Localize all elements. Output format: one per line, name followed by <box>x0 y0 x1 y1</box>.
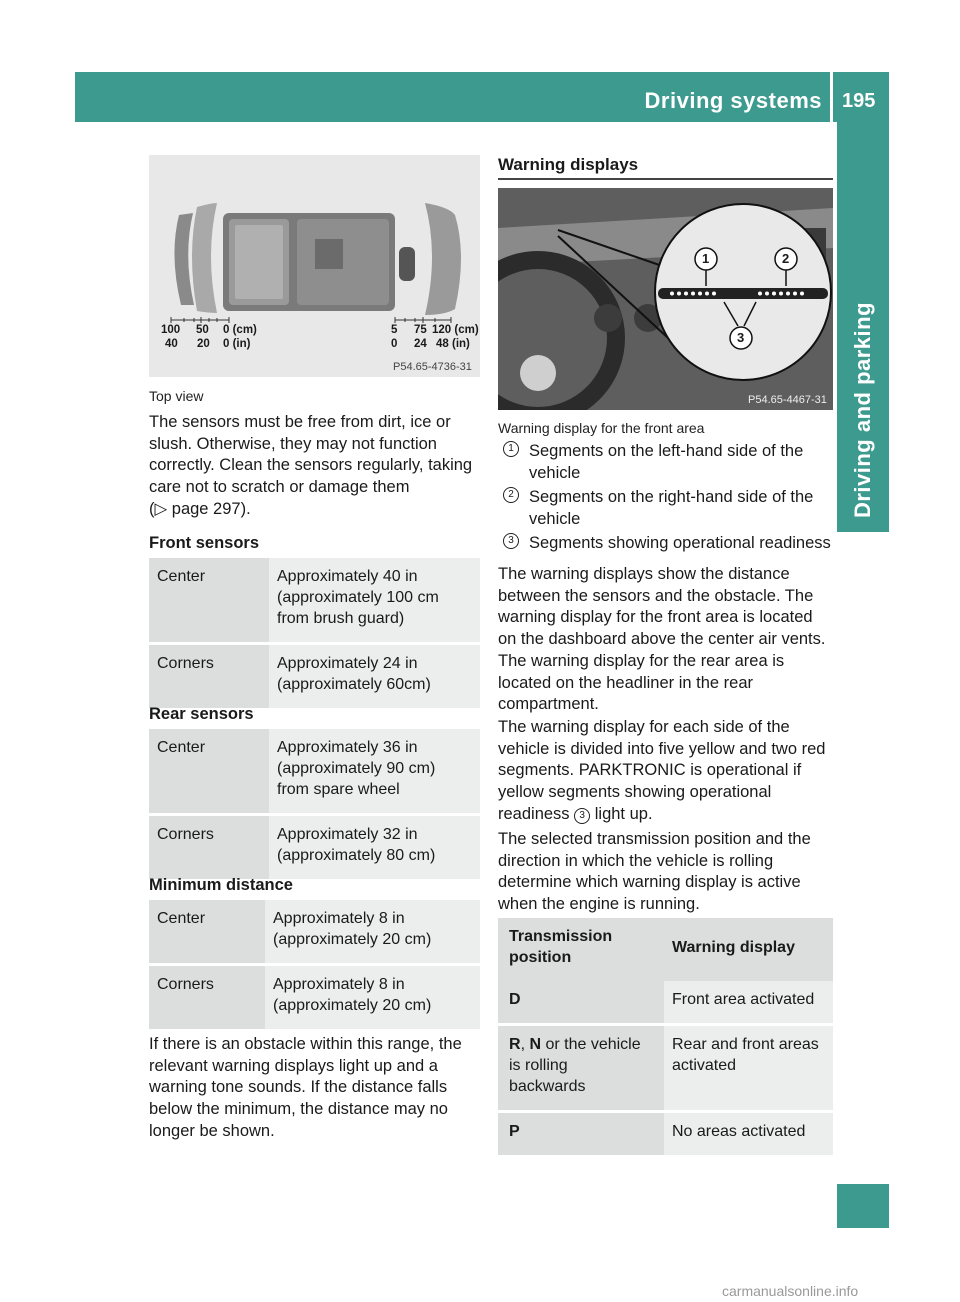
value-line <box>509 1034 656 1055</box>
table-label-cell <box>498 1026 664 1113</box>
table-label-cell: Center <box>149 729 269 816</box>
page-section-title: Driving systems <box>644 88 822 113</box>
page-number: 195 <box>842 90 876 112</box>
value-line: Approximately 8 in <box>273 910 405 927</box>
minimum-distance-table <box>149 900 480 1032</box>
front-scale-in-20: 20 <box>197 338 210 350</box>
table-label-cell: Corners <box>149 645 269 711</box>
legend-text <box>529 487 845 530</box>
rear-scale-cm-5: 5 <box>391 324 398 336</box>
table-label-cell: Center <box>149 558 269 645</box>
table-row <box>149 645 480 711</box>
heading-rule <box>498 178 833 180</box>
value-line: (approximately 80 cm) <box>277 847 436 864</box>
paragraph-line: The warning display for the rear area is <box>498 651 785 670</box>
value-line: (approximately 100 cm <box>277 589 439 606</box>
front-sensors-table <box>149 558 480 711</box>
dashboard-illustration <box>498 188 833 410</box>
paragraph-line: compartment. <box>498 695 599 714</box>
value-line: Approximately 36 in <box>277 739 418 756</box>
figure-caption: Top view <box>149 388 204 404</box>
gear-label: P <box>509 1123 520 1140</box>
gear-label: R <box>509 1036 521 1053</box>
legend-number: 3 <box>503 533 519 549</box>
value-line: is rolling <box>509 1057 568 1074</box>
transmission-table <box>498 918 833 1158</box>
table-value-cell <box>269 558 480 645</box>
front-scale-cm-100: 100 <box>161 324 181 336</box>
legend-item-3 <box>503 533 843 555</box>
gear-label: D <box>509 991 521 1008</box>
value-line: Rear and front areas <box>672 1036 819 1053</box>
value-line: Front area activated <box>672 991 815 1008</box>
front-sensors-heading: Front sensors <box>149 534 260 552</box>
header-line: Transmission <box>509 928 613 945</box>
header-line: position <box>509 949 572 966</box>
legend-text <box>529 533 845 555</box>
value-line: No areas activated <box>672 1123 806 1140</box>
legend-line: Segments on the left-hand side of the <box>529 442 804 460</box>
value-line: Approximately 40 in <box>277 568 418 585</box>
side-tab-label: Driving and parking <box>850 301 875 519</box>
outro-line: longer be shown. <box>149 1121 275 1140</box>
paragraph-line: The selected transmission position and the <box>498 830 811 848</box>
warning-paragraph-2 <box>498 717 838 826</box>
legend-text <box>529 441 845 484</box>
text-fragment: , <box>520 1036 530 1053</box>
value-line: Approximately 32 in <box>277 826 418 843</box>
paragraph-line: direction in which the vehicle is rolling <box>498 851 774 870</box>
paragraph-line: vehicle is divided into five yellow and two red <box>498 739 826 758</box>
paragraph-line: on the dashboard above the center air vents. <box>498 630 826 649</box>
table-row <box>498 981 833 1026</box>
table-value-cell <box>265 966 480 1032</box>
paragraph-line: The warning display for each side of the <box>498 718 790 736</box>
rear-scale-cm-120: 120 (cm) <box>432 324 479 336</box>
callout-3: 3 <box>737 330 745 345</box>
table-label-cell <box>498 981 664 1026</box>
table-row <box>498 1113 833 1158</box>
value-line: activated <box>672 1057 737 1074</box>
rear-sensors-heading: Rear sensors <box>149 705 254 723</box>
text-fragment: light up. <box>594 804 653 823</box>
top-view-figure <box>149 155 480 377</box>
table-value-cell <box>664 1113 833 1158</box>
paragraph-line: when the engine is running. <box>498 895 700 914</box>
legend-line: vehicle <box>529 509 581 528</box>
value-line: Approximately 24 in <box>277 655 418 672</box>
figure-reference: P54.65-4467-31 <box>748 394 827 406</box>
paragraph-line: yellow segments showing operational <box>498 783 772 802</box>
paragraph-line: warning display for the front area is located <box>498 608 813 627</box>
table-row <box>498 1026 833 1113</box>
intro-line: The sensors must be free from dirt, ice or <box>149 413 451 431</box>
legend-number: 1 <box>503 441 519 457</box>
paragraph-line: segments. PARKTRONIC is operational if <box>498 761 802 780</box>
table-label-cell: Center <box>149 900 265 966</box>
paragraph-line: between the sensors and the obstacle. The <box>498 586 814 605</box>
callout-2: 2 <box>782 251 790 266</box>
rear-scale-in-48: 48 (in) <box>436 338 470 350</box>
front-scale-cm-0: 0 (cm) <box>223 324 257 336</box>
table-value-cell <box>269 645 480 711</box>
value-line: (approximately 90 cm) <box>277 760 436 777</box>
watermark: carmanualsonline.info <box>722 1283 859 1299</box>
text-fragment: readiness <box>498 804 570 823</box>
intro-line: (▷ page 297). <box>149 499 251 518</box>
legend-line: Segments on the right-hand side of the <box>529 488 814 506</box>
paragraph-line <box>498 804 838 826</box>
callout-1: 1 <box>702 251 710 266</box>
inline-callout: 3 <box>574 808 590 824</box>
figure-reference: P54.65-4736-31 <box>393 361 472 373</box>
warning-paragraph-3 <box>498 829 838 916</box>
minimum-distance-heading: Minimum distance <box>149 876 293 894</box>
value-line: Approximately 8 in <box>273 976 405 993</box>
front-scale-cm-50: 50 <box>196 324 209 336</box>
rear-scale-in-0: 0 <box>391 338 398 350</box>
text-fragment: or the vehicle <box>541 1036 641 1053</box>
outro-line: If there is an obstacle within this range, the <box>149 1035 462 1053</box>
intro-line: care not to scratch or damage them <box>149 478 410 497</box>
paragraph-line: located on the headliner in the rear <box>498 673 754 692</box>
table-row <box>149 900 480 966</box>
table-value-cell <box>269 729 480 816</box>
warning-display-figure <box>498 188 833 410</box>
header-line: Warning display <box>672 938 795 956</box>
outro-paragraph <box>149 1034 484 1143</box>
outro-line: relevant warning displays light up and a <box>149 1056 438 1075</box>
legend-line: Segments showing operational readiness <box>529 534 831 552</box>
table-value-cell <box>265 900 480 966</box>
table-label-cell: Corners <box>149 816 269 882</box>
header-divider <box>830 72 833 122</box>
table-header-row <box>498 918 833 981</box>
table-row <box>149 816 480 882</box>
table-header-cell <box>664 918 833 981</box>
front-scale-in-0: 0 (in) <box>223 338 251 350</box>
value-line: backwards <box>509 1078 586 1095</box>
intro-paragraph <box>149 412 484 521</box>
value-line: from spare wheel <box>277 781 400 798</box>
table-label-cell <box>498 1113 664 1158</box>
legend-item-2 <box>503 487 843 531</box>
rear-scale-cm-75: 75 <box>414 324 427 336</box>
legend-line: vehicle <box>529 463 581 482</box>
side-marker <box>837 1184 889 1228</box>
outro-line: warning tone sounds. If the distance falls <box>149 1078 448 1097</box>
value-line: (approximately 20 cm) <box>273 997 432 1014</box>
gear-label: N <box>529 1036 542 1053</box>
paragraph-line: determine which warning display is active <box>498 873 801 892</box>
value-line: from brush guard) <box>277 610 405 627</box>
figure-caption: Warning display for the front area <box>498 420 705 436</box>
rear-scale-in-24: 24 <box>414 338 427 350</box>
legend-item-1 <box>503 441 843 485</box>
warning-displays-heading: Warning displays <box>498 155 639 174</box>
table-header-cell <box>498 918 664 981</box>
table-row <box>149 558 480 645</box>
table-value-cell <box>664 1026 833 1113</box>
table-label-cell: Corners <box>149 966 265 1032</box>
table-value-cell <box>664 981 833 1026</box>
table-row <box>149 729 480 816</box>
paragraph-line: The warning displays show the distance <box>498 565 790 583</box>
rear-sensors-table <box>149 729 480 882</box>
intro-line: correctly. Clean the sensors regularly, taking <box>149 456 473 475</box>
table-row <box>149 966 480 1032</box>
value-line: (approximately 20 cm) <box>273 931 432 948</box>
outro-line: below the minimum, the distance may no <box>149 1100 448 1119</box>
legend-number: 2 <box>503 487 519 503</box>
warning-paragraph-1 <box>498 564 838 716</box>
intro-line: slush. Otherwise, they may not function <box>149 434 437 453</box>
value-line: (approximately 60cm) <box>277 676 431 693</box>
front-scale-in-40: 40 <box>165 338 178 350</box>
table-value-cell <box>269 816 480 882</box>
